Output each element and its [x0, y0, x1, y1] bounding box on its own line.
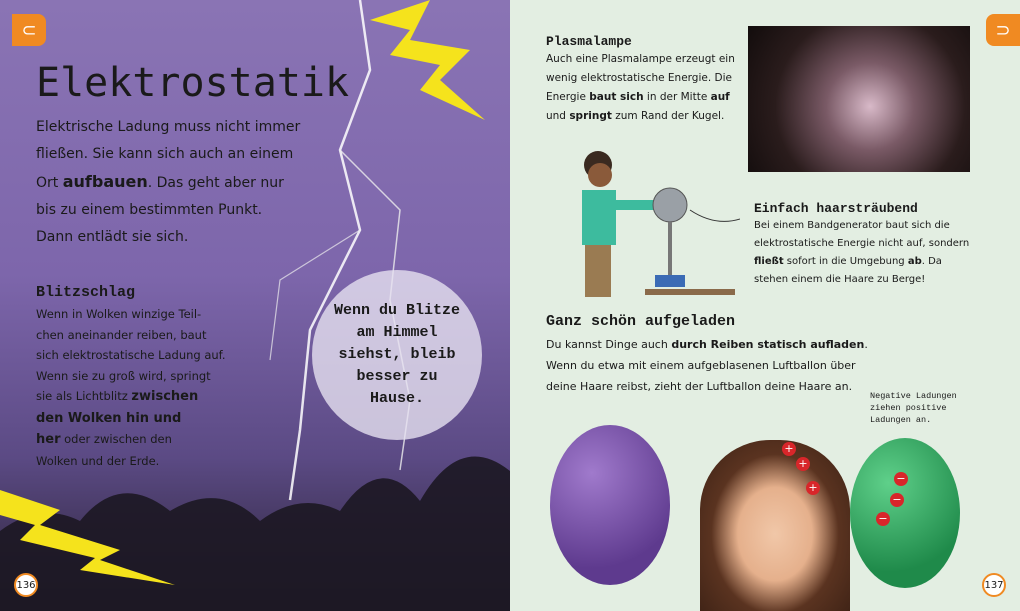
- plasma-lamp-photo: [748, 26, 970, 172]
- page-number: 137: [982, 573, 1006, 597]
- purple-balloon: [550, 425, 670, 585]
- magnet-tab-icon: ⊃: [986, 14, 1020, 46]
- plasma-heading: Plasmalampe: [546, 34, 632, 49]
- minus-charge-icon: −: [894, 472, 908, 486]
- page-title: Elektrostatik: [36, 60, 350, 106]
- plus-charge-icon: +: [782, 442, 796, 456]
- yellow-bolt-icon: [360, 0, 490, 140]
- blitzschlag-heading: Blitzschlag: [36, 284, 136, 301]
- plus-charge-icon: +: [796, 457, 810, 471]
- plasma-text: Auch eine Plasmalampe erzeugt ein wenig elektrostatische Energie. Die Energie baut sich in der Mitte auf und springt zum Rand der Kugel.: [546, 53, 735, 122]
- plus-charge-icon: +: [806, 481, 820, 495]
- hair-heading: Einfach haarsträubend: [754, 201, 918, 216]
- yellow-bolt-icon: [0, 470, 180, 590]
- right-page: [510, 0, 1020, 611]
- blitzschlag-text: Wenn in Wolken winzige Teil- chen aneinander reiben, baut sich elektrostatische Ladung auf. Wenn sie zu groß wird, springt sie als Lichtblitz zwischen den Wolken hin und her oder zwischen den Wolken und der Erde.: [36, 307, 226, 468]
- caption: Negative Ladungen ziehen positive Ladungen an.: [870, 391, 957, 425]
- minus-charge-icon: −: [890, 493, 904, 507]
- van-de-graaff-illustration: [570, 145, 740, 300]
- warning-bubble: Wenn du Blitze am Himmel siehst, bleib besser zu Hause.: [312, 270, 482, 440]
- intro-text: Elektrische Ladung muss nicht immer fließen. Sie kann sich auch an einem Ort aufbauen. Das geht aber nur bis zu einem bestimmten Punkt. Dann entlädt sie sich.: [36, 119, 301, 245]
- green-balloon: [850, 438, 960, 588]
- page-number: 136: [14, 573, 38, 597]
- charge-text: Du kannst Dinge auch durch Reiben statisch aufladen. Wenn du etwa mit einem aufgeblasenen Luftballon über deine Haare reibst, zieht der Luftballon deine Haare an.: [546, 338, 868, 393]
- minus-charge-icon: −: [876, 512, 890, 526]
- hair-text: Bei einem Bandgenerator baut sich die elektrostatische Energie nicht auf, sondern fließt sofort in die Umgebung ab. Da stehen einem die Haare zu Berge!: [754, 220, 970, 285]
- magnet-tab-icon: ⊂: [12, 14, 46, 46]
- girl-photo: [700, 440, 850, 611]
- charge-heading: Ganz schön aufgeladen: [546, 313, 736, 330]
